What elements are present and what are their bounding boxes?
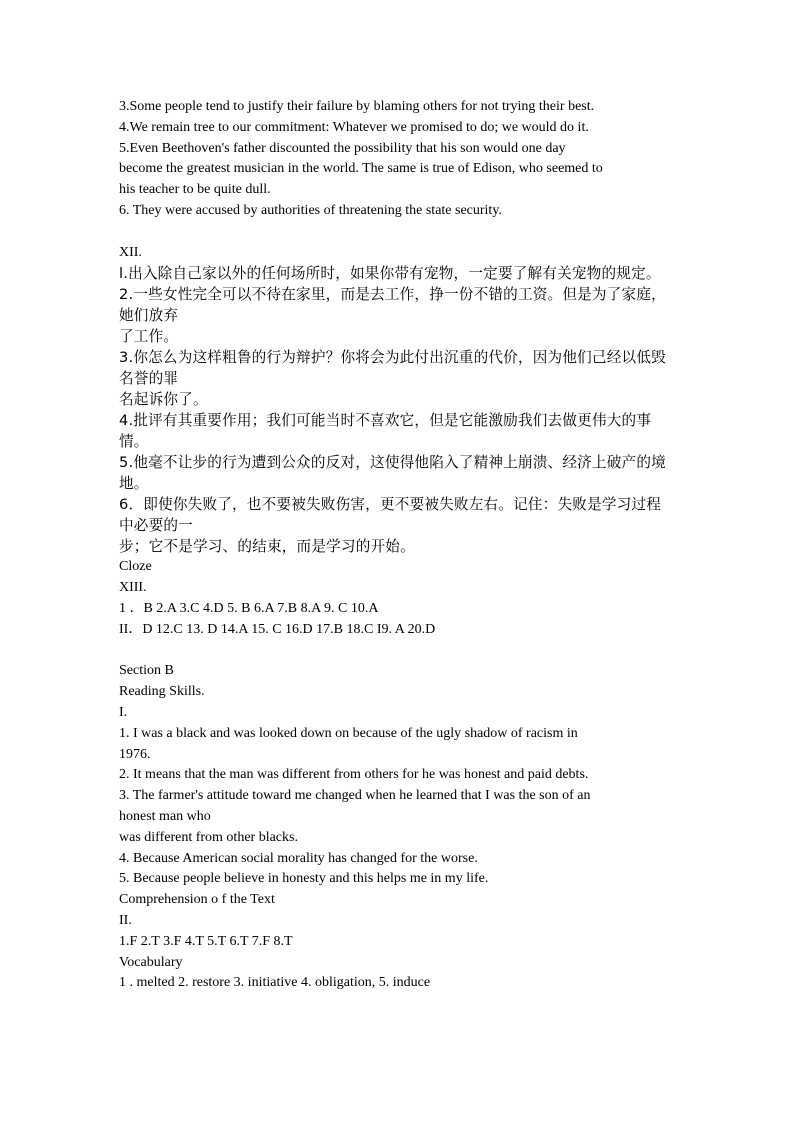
text-line: Cloze bbox=[119, 559, 152, 575]
text-line: 1.F 2.T 3.F 4.T 5.T 6.T 7.F 8.T bbox=[119, 933, 293, 949]
translation-line: l.出入除自己家以外的任何场所时，如果你带有宠物，一定要了解有关宠物的规定。 bbox=[119, 265, 661, 283]
text-line: Section B bbox=[119, 663, 174, 679]
text-line: Reading Skills. bbox=[119, 684, 205, 700]
text-line: Vocabulary bbox=[119, 954, 183, 970]
text-line: Comprehension o f the Text bbox=[119, 892, 275, 908]
translation-line: 5.他毫不让步的行为遭到公众的反对，这使得他陷入了精神上崩溃、经济上破产的境地。 bbox=[119, 454, 666, 493]
translation-line: 步；它不是学习、的结束，而是学习的开始。 bbox=[119, 538, 415, 556]
text-line: II．D 12.C 13. D 14.A 15. C 16.D 17.B 18.C I9. A 20.D bbox=[119, 621, 436, 637]
translation-line: 4.批评有其重要作用；我们可能当时不喜欢它，但是它能激励我们去做更伟大的事情。 bbox=[119, 412, 652, 451]
text-line: XII. bbox=[119, 244, 142, 260]
blank-line bbox=[119, 641, 675, 662]
text-line: 4.We remain tree to our commitment: Whatever we promised to do; we would do it. bbox=[119, 119, 589, 135]
text-line: 1976. bbox=[119, 746, 151, 762]
text-line: 3. The farmer's attitude toward me changed when he learned that I was the son of an bbox=[119, 788, 591, 804]
text-line: was different from other blacks. bbox=[119, 829, 298, 845]
text-line: I. bbox=[119, 704, 128, 720]
text-line: 4. Because American social morality has changed for the worse. bbox=[119, 850, 478, 866]
text-line: 5. Because people believe in honesty and this helps me in my life. bbox=[119, 871, 489, 887]
document-page bbox=[119, 97, 675, 994]
blank-line bbox=[119, 222, 675, 243]
translation-line: 名起诉你了。 bbox=[119, 391, 208, 409]
text-line: 3.Some people tend to justify their failure by blaming others for not trying their best. bbox=[119, 99, 595, 114]
text-line: 1 ．B 2.A 3.C 4.D 5. B 6.A 7.B 8.A 9. C 10.A bbox=[119, 600, 379, 616]
translation-line: 6．即使你失败了，也不要被失败伤害，更不要被失败左右。记住：失败是学习过程中必要的一 bbox=[119, 496, 662, 535]
text-line: 1. I was a black and was looked down on because of the ugly shadow of racism in bbox=[119, 725, 578, 741]
text-line: his teacher to be quite dull. bbox=[119, 182, 271, 198]
text-line: 6. They were accused by authorities of threatening the state security. bbox=[119, 202, 502, 218]
text-line: 1 . melted 2. restore 3. initiative 4. obligation, 5. induce bbox=[119, 975, 431, 991]
text-line: 2. It means that the man was different from others for he was honest and paid debts. bbox=[119, 767, 589, 783]
text-line: 5.Even Beethoven's father discounted the possibility that his son would one day bbox=[119, 140, 566, 156]
text-line: II. bbox=[119, 912, 132, 928]
translation-line: 2.一些女性完全可以不待在家里，而是去工作，挣一份不错的工资。但是为了家庭，她们放弃 bbox=[119, 286, 666, 325]
text-line: honest man who bbox=[119, 808, 211, 824]
text-line: become the greatest musician in the world. The same is true of Edison, who seemed to bbox=[119, 161, 603, 177]
translation-line: 了工作。 bbox=[119, 328, 179, 346]
text-line: XIII. bbox=[119, 580, 147, 596]
translation-line: 3.你怎么为这样粗鲁的行为辩护？你将会为此付出沉重的代价，因为他们己经以低毁名誉的罪 bbox=[119, 349, 666, 388]
